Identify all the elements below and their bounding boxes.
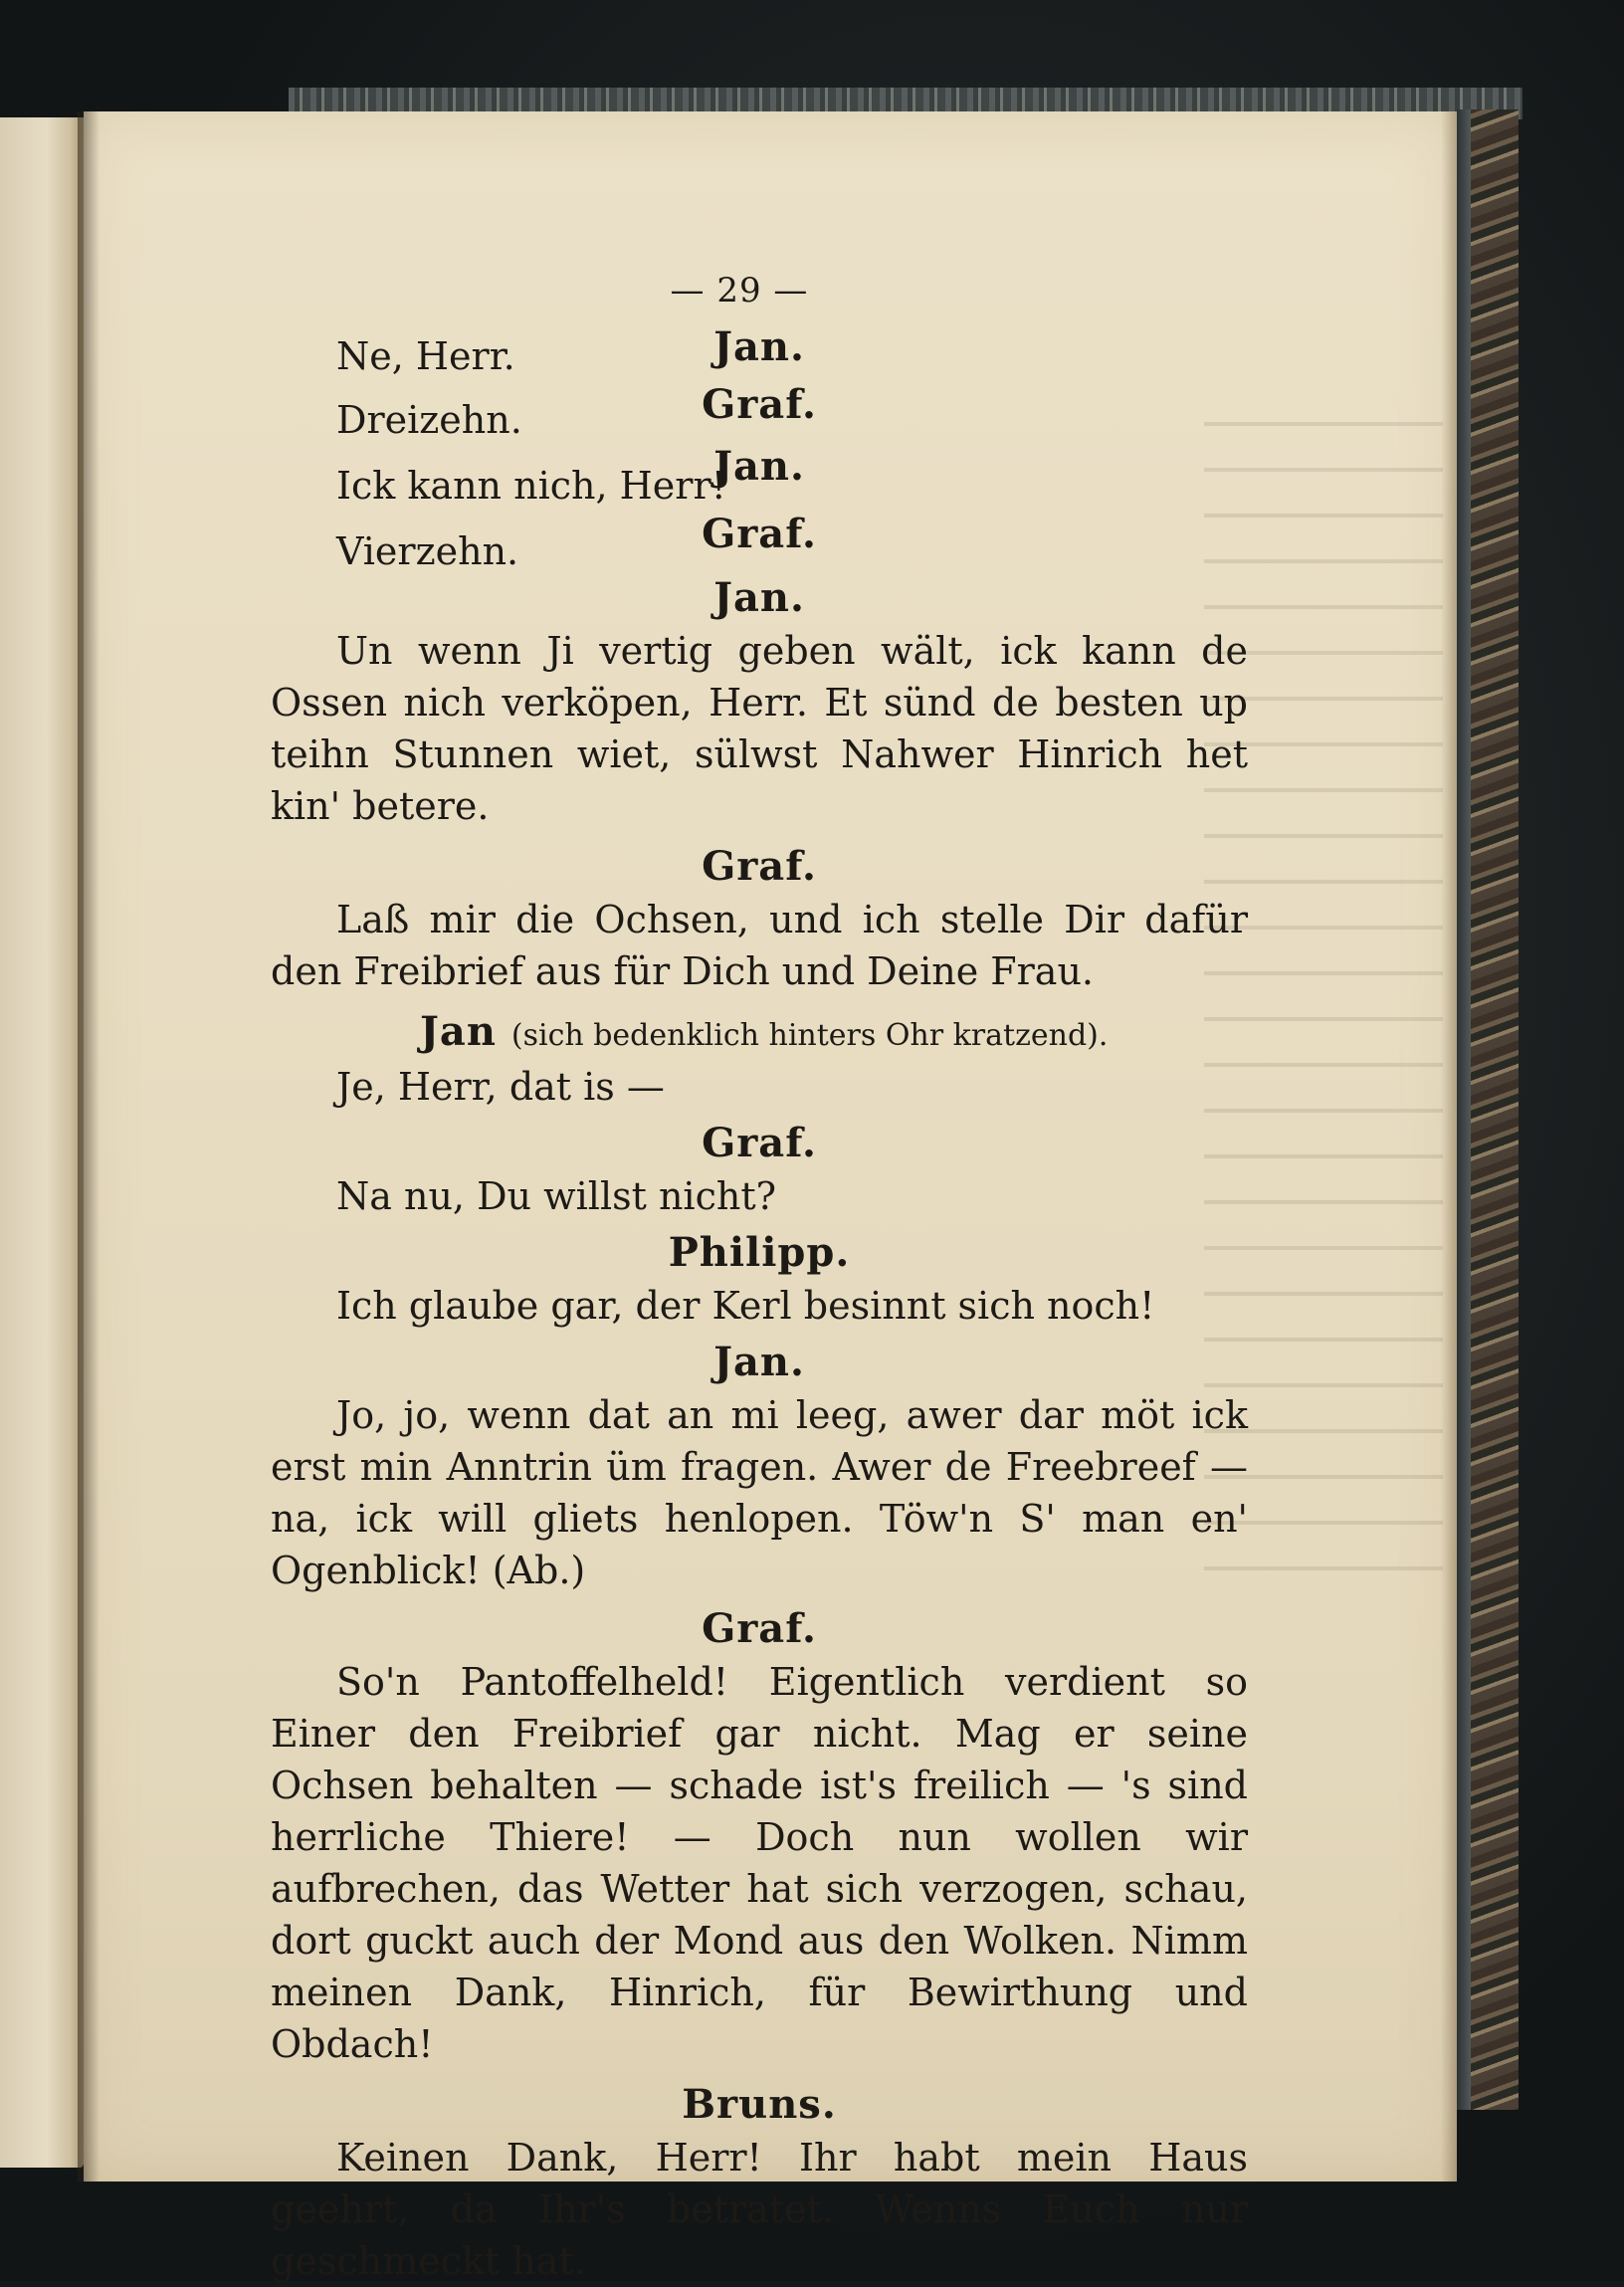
speaker-name: Graf. [702,381,817,428]
paragraph-text: Laß mir die Ochsen, und ich stelle Dir dafür den Freibrief aus für Dich und Deine Frau. [271,898,1248,993]
speaker-name: Graf. [702,1120,817,1166]
speaker-name: Philipp. [668,1229,851,1276]
speaker-with-stage-direction [271,1005,1248,1059]
gutter-shadow [78,111,100,2182]
dialogue-paragraph [271,894,1248,997]
dialogue-paragraph [271,1656,1248,2070]
page-text [271,261,1248,2287]
dialogue-paragraph [271,2132,1248,2287]
speech-line: Na nu, Du willst nicht? [336,1174,776,1218]
stage-direction: (sich bedenklich hinters Ohr kratzend). [510,1018,1109,1053]
speaker-name: Jan. [713,1339,805,1385]
speaker-name: Jan. [713,323,805,370]
paragraph-text: Keinen Dank, Herr! Ihr habt mein Haus geehrt, da Ihr's betratet. Wenns Euch nur geschmeckt hat. [271,2136,1248,2283]
left-page-edge [0,117,84,2168]
speaker-name: Jan. [713,574,805,621]
speech-line: Je, Herr, dat is — [336,1065,665,1109]
speaker-name: Bruns. [682,2081,837,2128]
speech-line: Vierzehn. [336,529,519,573]
speaker-name: Graf. [702,511,817,557]
speaker-name: Jan [420,1008,497,1055]
speaker-name: Graf. [702,843,817,890]
cover-spine-strip [1457,109,1471,2110]
dialogue-paragraph [271,625,1248,832]
paragraph-text: Un wenn Ji vertig geben wält, ick kann de Ossen nich verköpen, Herr. Et sünd de besten up teihn Stunnen wiet, sülwst Nahwer Hinrich het kin' betere. [271,629,1248,828]
paragraph-text: Jo, jo, wenn dat an mi leeg, awer dar möt ick erst min Anntrin üm fragen. Awer de Freebreef — na, ick will gliets henlopen. Töw'n S' man en' Ogenblick! (Ab.) [271,1393,1248,1592]
speech-line: Ne, Herr. [336,334,515,378]
speech-line: Dreizehn. [336,398,522,442]
speech-line: Ich glaube gar, der Kerl besinnt sich noch! [336,1284,1155,1328]
page-number: — 29 — [670,271,809,311]
speech-line: Ick kann nich, Herr! [336,464,726,508]
page-right-edge [1441,111,1457,2182]
speaker-name: Graf. [702,1605,817,1652]
dialogue-paragraph [271,1389,1248,1596]
speaker-name: Jan. [713,443,805,490]
paragraph-text: So'n Pantoffelheld! Eigentlich verdient so Einer den Freibrief gar nicht. Mag er seine Ochsen behalten — schade ist's freilich — 's sind herrliche Thiere! — Doch nun wollen wir aufbrechen, das Wetter hat sich verzogen, schau, dort guckt auch der Mond aus den Wolken. Nimm meinen Dank, Hinrich, für Bewirthung und Obdach! [271,1660,1248,2066]
